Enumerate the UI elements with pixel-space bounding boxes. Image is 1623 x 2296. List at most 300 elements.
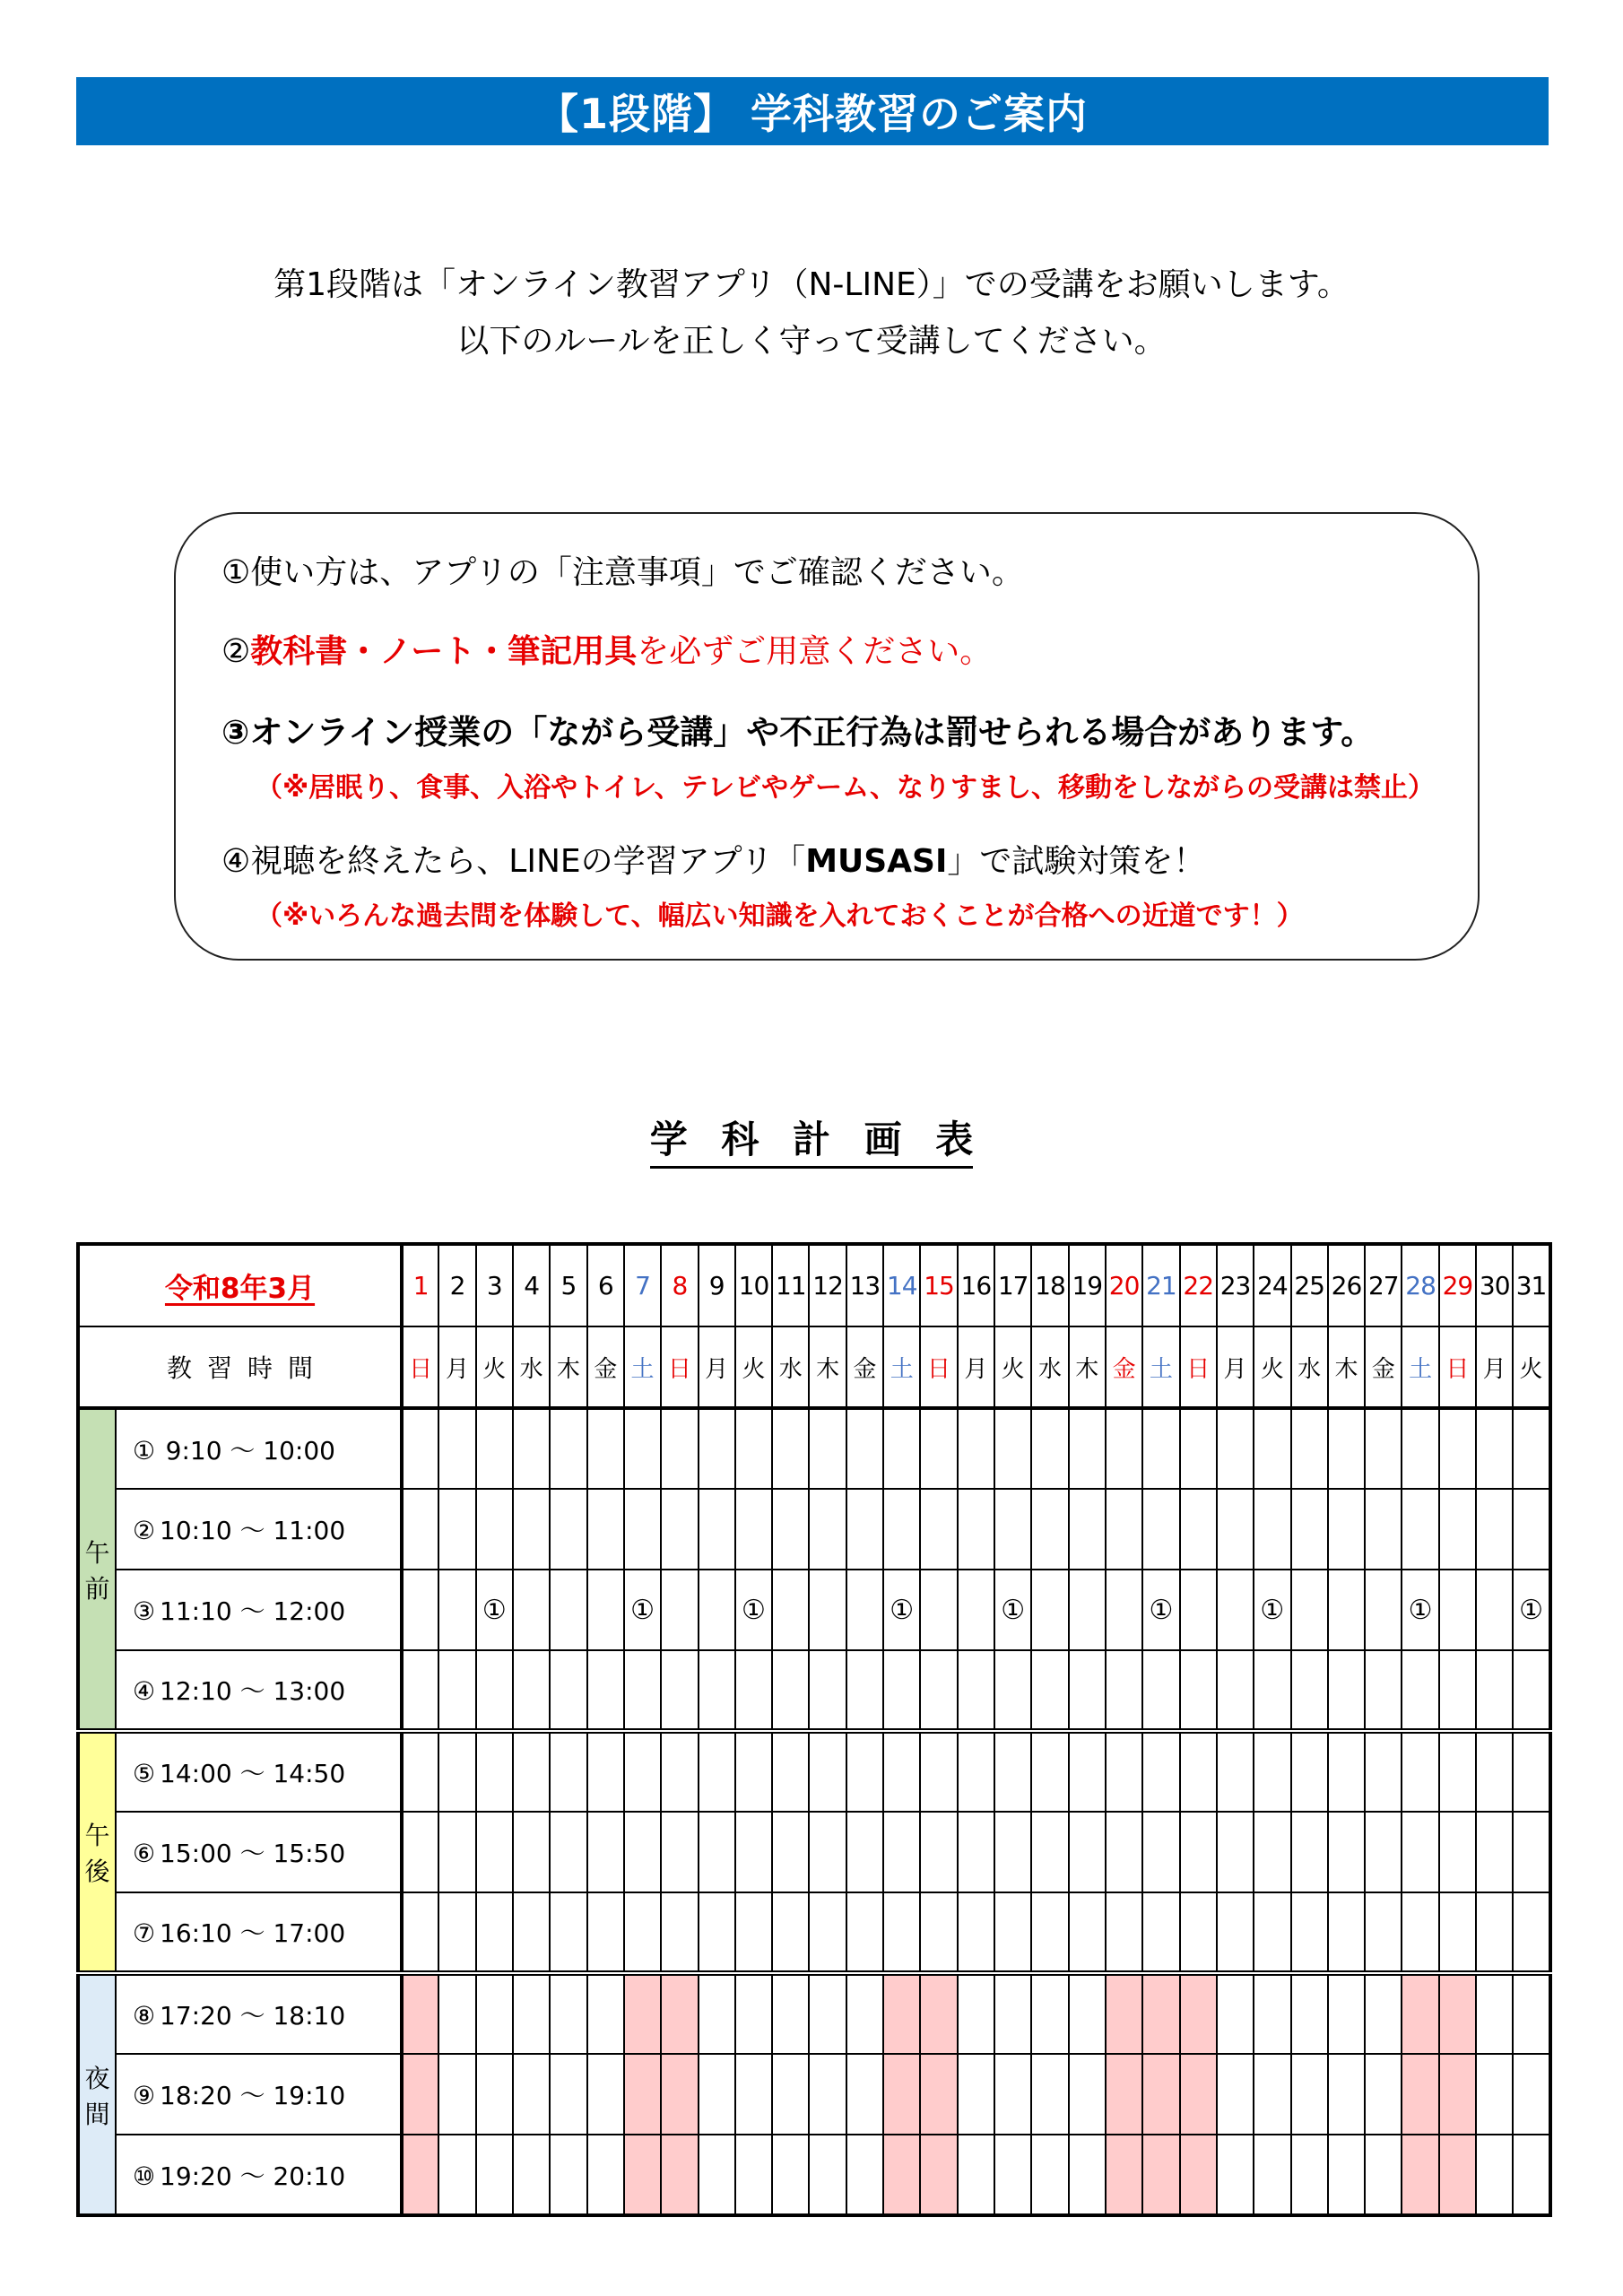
day-date-1: 1 — [402, 1244, 438, 1326]
schedule-cell — [587, 1650, 624, 1731]
schedule-cell — [1217, 1731, 1254, 1812]
schedule-cell — [772, 1650, 809, 1731]
schedule-cell — [1291, 1650, 1328, 1731]
schedule-cell — [1513, 1408, 1549, 1489]
schedule-cell — [1439, 1731, 1476, 1812]
schedule-cell — [958, 1973, 994, 2054]
schedule-cell — [735, 2135, 772, 2215]
schedule-cell-unavailable — [883, 2054, 920, 2135]
lesson-mark: ① — [1149, 1594, 1174, 1626]
schedule-cell — [1513, 2054, 1549, 2135]
period-label-bottom: 間 — [84, 2099, 110, 2129]
schedule-cell-unavailable — [1439, 2054, 1476, 2135]
rule-text: ③オンライン授業の「ながら受講」や不正行為は罰せられる場合があります。 — [221, 713, 1375, 752]
schedule-cell — [883, 1570, 920, 1650]
day-weekday-4: 水 — [513, 1326, 550, 1408]
day-date-30: 30 — [1476, 1244, 1513, 1326]
day-weekday-31: 火 — [1513, 1326, 1549, 1408]
schedule-cell — [1328, 1973, 1365, 2054]
schedule-cell — [1365, 1650, 1402, 1731]
schedule-cell — [1142, 1892, 1179, 1973]
schedule-cell — [624, 1650, 661, 1731]
time-slot-row — [78, 1489, 1550, 1570]
day-date-11: 11 — [772, 1244, 809, 1326]
time-slot-label — [116, 1892, 402, 1973]
schedule-cell — [513, 1973, 550, 2054]
rule-text: ①使い方は、アプリの「注意事項」でご確認ください。 — [221, 554, 1024, 591]
period-label-bottom: 後 — [84, 1857, 110, 1886]
period-label-text — [80, 1534, 115, 1605]
day-date-22: 22 — [1180, 1244, 1217, 1326]
time-slot-label — [116, 1570, 402, 1650]
schedule-cell — [1291, 1408, 1328, 1489]
time-slot-row — [78, 1650, 1550, 1731]
schedule-cell-unavailable — [1439, 2135, 1476, 2215]
schedule-cell-unavailable — [624, 1973, 661, 2054]
schedule-cell — [994, 1973, 1031, 2054]
schedule-cell — [624, 1812, 661, 1892]
schedule-cell — [1365, 1973, 1402, 2054]
time-header-cell — [78, 1326, 402, 1408]
time-slot-row — [78, 1731, 1550, 1812]
schedule-cell — [809, 1489, 846, 1570]
schedule-cell — [1217, 1812, 1254, 1892]
schedule-cell — [438, 1570, 475, 1650]
schedule-cell — [1106, 1650, 1142, 1731]
schedule-cell — [438, 1892, 475, 1973]
schedule-cell — [1180, 1570, 1217, 1650]
intro-line-2: 以下のルールを正しく守って受講してください。 — [456, 323, 1167, 360]
schedule-cell — [994, 1650, 1031, 1731]
day-date-3: 3 — [476, 1244, 513, 1326]
schedule-cell — [1031, 1892, 1068, 1973]
schedule-cell — [772, 1570, 809, 1650]
schedule-cell — [1106, 1892, 1142, 1973]
day-date-5: 5 — [550, 1244, 586, 1326]
schedule-cell-unavailable — [402, 1973, 438, 2054]
schedule-cell — [809, 2054, 846, 2135]
schedule-cell — [1106, 1489, 1142, 1570]
schedule-cell — [1513, 1892, 1549, 1973]
schedule-cell — [846, 2054, 883, 2135]
day-weekday-30: 月 — [1476, 1326, 1513, 1408]
schedule-cell — [1328, 1731, 1365, 1812]
period-label-bottom: 前 — [84, 1573, 110, 1604]
schedule-cell — [1439, 1570, 1476, 1650]
date-row — [78, 1244, 1550, 1326]
schedule-cell — [587, 1892, 624, 1973]
schedule-cell — [883, 1408, 920, 1489]
schedule-cell — [1142, 1570, 1179, 1650]
lesson-mark: ① — [1260, 1594, 1285, 1626]
schedule-cell — [735, 1570, 772, 1650]
day-weekday-14: 土 — [883, 1326, 920, 1408]
schedule-cell — [624, 1570, 661, 1650]
schedule-cell — [809, 1570, 846, 1650]
schedule-cell-unavailable — [661, 1973, 698, 2054]
schedule-cell — [624, 1408, 661, 1489]
schedule-cell — [1106, 1731, 1142, 1812]
day-weekday-13: 金 — [846, 1326, 883, 1408]
schedule-table — [76, 1242, 1552, 2217]
intro-text — [0, 257, 1623, 370]
schedule-cell — [1365, 1812, 1402, 1892]
time-slot-label — [116, 1973, 402, 2054]
day-date-31: 31 — [1513, 1244, 1549, 1326]
time-slot-row — [78, 1812, 1550, 1892]
schedule-cell — [1069, 1570, 1106, 1650]
schedule-cell — [1402, 1731, 1438, 1812]
schedule-cell — [1217, 2135, 1254, 2215]
schedule-cell — [1106, 1408, 1142, 1489]
time-slot-label — [116, 1731, 402, 1812]
schedule-cell — [1439, 1892, 1476, 1973]
schedule-cell — [1365, 1892, 1402, 1973]
schedule-cell — [883, 1812, 920, 1892]
schedule-cell — [1180, 1489, 1217, 1570]
schedule-cell-unavailable — [1142, 2135, 1179, 2215]
schedule-cell — [846, 1650, 883, 1731]
schedule-cell — [809, 1973, 846, 2054]
schedule-cell-unavailable — [920, 2054, 957, 2135]
schedule-cell — [958, 1489, 994, 1570]
schedule-cell — [513, 1731, 550, 1812]
time-slot-row — [78, 1408, 1550, 1489]
schedule-cell — [402, 1489, 438, 1570]
schedule-cell — [438, 1408, 475, 1489]
schedule-cell — [1217, 2054, 1254, 2135]
time-slot-label — [116, 1489, 402, 1570]
schedule-cell — [1402, 1812, 1438, 1892]
time-slot-label — [116, 2054, 402, 2135]
schedule-cell — [772, 1892, 809, 1973]
schedule-cell — [883, 1731, 920, 1812]
schedule-cell-unavailable — [920, 1973, 957, 2054]
schedule-cell — [1031, 1812, 1068, 1892]
lesson-mark: ① — [1519, 1594, 1543, 1626]
schedule-cell — [1476, 1973, 1513, 2054]
schedule-cell — [735, 1812, 772, 1892]
day-date-2: 2 — [438, 1244, 475, 1326]
schedule-cell — [772, 1731, 809, 1812]
rule-emphasis: 教科書・ノート・筆記用具 — [250, 633, 638, 670]
schedule-cell — [476, 1973, 513, 2054]
slot-number: ⑩ — [133, 2161, 156, 2191]
schedule-cell — [1069, 1731, 1106, 1812]
schedule-cell — [699, 1650, 735, 1731]
schedule-cell — [1031, 1570, 1068, 1650]
schedule-cell — [661, 1489, 698, 1570]
schedule-cell — [402, 1408, 438, 1489]
schedule-cell — [994, 1489, 1031, 1570]
schedule-cell — [624, 1731, 661, 1812]
schedule-cell — [1365, 1570, 1402, 1650]
lesson-mark: ① — [742, 1594, 766, 1626]
schedule-cell — [994, 2054, 1031, 2135]
day-weekday-12: 木 — [809, 1326, 846, 1408]
schedule-cell — [958, 1812, 994, 1892]
schedule-cell — [476, 1812, 513, 1892]
schedule-cell — [1031, 1731, 1068, 1812]
schedule-cell — [735, 1650, 772, 1731]
schedule-cell — [1513, 1812, 1549, 1892]
schedule-cell — [958, 1892, 994, 1973]
time-slot-row — [78, 1892, 1550, 1973]
schedule-cell — [735, 1973, 772, 2054]
slot-number: ② — [133, 1516, 156, 1545]
schedule-cell-unavailable — [1402, 1973, 1438, 2054]
period-label-morning — [78, 1408, 116, 1731]
slot-number: ④ — [133, 1676, 156, 1706]
schedule-cell — [402, 1892, 438, 1973]
schedule-cell — [1476, 1892, 1513, 1973]
schedule-cell — [1254, 1489, 1290, 1570]
schedule-cell — [699, 2135, 735, 2215]
day-date-9: 9 — [699, 1244, 735, 1326]
schedule-cell — [1069, 2054, 1106, 2135]
schedule-cell-unavailable — [1180, 1973, 1217, 2054]
schedule-cell — [1069, 1650, 1106, 1731]
schedule-cell — [1069, 1973, 1106, 2054]
month-cell — [78, 1244, 402, 1326]
schedule-cell — [587, 2135, 624, 2215]
schedule-cell — [846, 1731, 883, 1812]
schedule-cell — [661, 1650, 698, 1731]
app-name-emphasis: MUSASI — [805, 843, 948, 880]
schedule-cell — [994, 1731, 1031, 1812]
time-slot-row — [78, 1570, 1550, 1650]
schedule-cell — [809, 1650, 846, 1731]
schedule-cell — [1365, 1408, 1402, 1489]
schedule-cell-unavailable — [1142, 1973, 1179, 2054]
time-slot-label — [116, 1812, 402, 1892]
schedule-cell — [920, 1408, 957, 1489]
schedule-cell — [1254, 1973, 1290, 2054]
day-date-8: 8 — [661, 1244, 698, 1326]
schedule-cell — [1476, 1570, 1513, 1650]
schedule-cell — [550, 2135, 586, 2215]
slot-time-range: 15:00 ～ 15:50 — [160, 1839, 346, 1868]
day-weekday-16: 月 — [958, 1326, 994, 1408]
day-weekday-15: 日 — [920, 1326, 957, 1408]
schedule-cell — [587, 1489, 624, 1570]
schedule-cell — [1069, 2135, 1106, 2215]
schedule-cell — [1328, 1489, 1365, 1570]
time-slot-row — [78, 2054, 1550, 2135]
schedule-cell — [513, 1892, 550, 1973]
day-date-12: 12 — [809, 1244, 846, 1326]
day-weekday-2: 月 — [438, 1326, 475, 1408]
schedule-cell — [772, 2054, 809, 2135]
schedule-cell — [1254, 2135, 1290, 2215]
schedule-cell-unavailable — [1180, 2054, 1217, 2135]
rule-text: を必ずご用意ください。 — [637, 633, 993, 670]
schedule-cell — [920, 1731, 957, 1812]
schedule-cell — [1217, 1650, 1254, 1731]
day-date-20: 20 — [1106, 1244, 1142, 1326]
period-label-evening — [78, 1973, 116, 2215]
day-weekday-29: 日 — [1439, 1326, 1476, 1408]
day-date-27: 27 — [1365, 1244, 1402, 1326]
rules-box — [174, 512, 1480, 961]
schedule-cell — [1291, 1489, 1328, 1570]
schedule-cell — [1254, 1812, 1290, 1892]
schedule-cell — [809, 1812, 846, 1892]
period-label-top: 夜 — [84, 2063, 110, 2093]
schedule-cell — [699, 1489, 735, 1570]
time-slot-label — [116, 1650, 402, 1731]
schedule-cell — [402, 1570, 438, 1650]
schedule-cell-unavailable — [1106, 1973, 1142, 2054]
day-date-6: 6 — [587, 1244, 624, 1326]
day-weekday-20: 金 — [1106, 1326, 1142, 1408]
schedule-cell-unavailable — [624, 2135, 661, 2215]
day-date-21: 21 — [1142, 1244, 1179, 1326]
schedule-cell — [1069, 1892, 1106, 1973]
intro-line-1: 第1段階は「オンライン教習アプリ（N-LINE）」での受講をお願いします。 — [273, 266, 1350, 303]
schedule-cell — [1328, 1408, 1365, 1489]
schedule-cell — [1142, 1812, 1179, 1892]
schedule-cell — [809, 1731, 846, 1812]
day-date-13: 13 — [846, 1244, 883, 1326]
slot-time-range: 17:20 ～ 18:10 — [160, 2001, 346, 2031]
schedule-cell — [438, 2054, 475, 2135]
schedule-cell — [550, 1973, 586, 2054]
lesson-mark: ① — [630, 1594, 655, 1626]
day-weekday-19: 木 — [1069, 1326, 1106, 1408]
schedule-cell — [587, 1973, 624, 2054]
day-date-7: 7 — [624, 1244, 661, 1326]
schedule-cell — [1291, 1731, 1328, 1812]
schedule-cell — [846, 1973, 883, 2054]
schedule-cell — [476, 1408, 513, 1489]
schedule-cell — [1291, 1570, 1328, 1650]
slot-number: ⑤ — [133, 1759, 156, 1788]
schedule-cell — [1439, 1408, 1476, 1489]
rule-item-3 — [221, 710, 1374, 755]
schedule-cell — [438, 2135, 475, 2215]
schedule-cell — [1254, 1650, 1290, 1731]
rule-text: 」で試験対策を！ — [947, 843, 1206, 880]
day-date-14: 14 — [883, 1244, 920, 1326]
day-weekday-26: 木 — [1328, 1326, 1365, 1408]
day-weekday-7: 土 — [624, 1326, 661, 1408]
time-slot-label — [116, 1408, 402, 1489]
schedule-cell — [1217, 1892, 1254, 1973]
day-weekday-10: 火 — [735, 1326, 772, 1408]
schedule-cell — [883, 1489, 920, 1570]
schedule-cell — [1291, 2135, 1328, 2215]
schedule-cell — [772, 1489, 809, 1570]
schedule-cell — [438, 1812, 475, 1892]
day-weekday-18: 水 — [1031, 1326, 1068, 1408]
period-label-top: 午 — [84, 1821, 110, 1850]
schedule-cell — [1402, 1489, 1438, 1570]
schedule-cell — [661, 1812, 698, 1892]
schedule-cell — [920, 1489, 957, 1570]
schedule-cell-unavailable — [1402, 2054, 1438, 2135]
slot-number: ⑧ — [133, 2001, 156, 2031]
schedule-cell — [513, 1650, 550, 1731]
lesson-mark: ① — [890, 1594, 915, 1626]
schedule-cell — [438, 1731, 475, 1812]
page-header-banner — [76, 77, 1549, 145]
day-weekday-21: 土 — [1142, 1326, 1179, 1408]
schedule-cell — [1476, 1812, 1513, 1892]
schedule-cell — [1439, 1812, 1476, 1892]
rule-number: ② — [221, 633, 251, 670]
schedule-cell — [994, 1570, 1031, 1650]
schedule-cell — [994, 1812, 1031, 1892]
day-date-10: 10 — [735, 1244, 772, 1326]
slot-time-range: 9:10 ～ 10:00 — [165, 1435, 335, 1465]
day-weekday-6: 金 — [587, 1326, 624, 1408]
schedule-cell — [1365, 1489, 1402, 1570]
schedule-cell — [772, 2135, 809, 2215]
schedule-cell — [1328, 1892, 1365, 1973]
day-date-15: 15 — [920, 1244, 957, 1326]
weekday-row — [78, 1326, 1550, 1408]
schedule-cell — [699, 1892, 735, 1973]
schedule-cell — [1476, 1650, 1513, 1731]
schedule-cell — [476, 2054, 513, 2135]
time-header: 教習時間 — [167, 1353, 329, 1383]
schedule-cell — [1254, 2054, 1290, 2135]
schedule-cell — [402, 1731, 438, 1812]
day-weekday-5: 木 — [550, 1326, 586, 1408]
schedule-cell — [513, 1812, 550, 1892]
schedule-cell — [735, 2054, 772, 2135]
schedule-cell — [994, 1408, 1031, 1489]
schedule-cell — [1476, 2054, 1513, 2135]
schedule-cell — [958, 1650, 994, 1731]
schedule-cell — [920, 1892, 957, 1973]
day-weekday-9: 月 — [699, 1326, 735, 1408]
day-weekday-24: 火 — [1254, 1326, 1290, 1408]
schedule-cell — [1142, 1408, 1179, 1489]
schedule-cell — [513, 2054, 550, 2135]
schedule-cell-unavailable — [883, 1973, 920, 2054]
schedule-cell — [624, 1489, 661, 1570]
day-weekday-3: 火 — [476, 1326, 513, 1408]
schedule-cell — [1402, 1570, 1438, 1650]
schedule-cell-unavailable — [402, 2135, 438, 2215]
day-date-28: 28 — [1402, 1244, 1438, 1326]
schedule-cell — [624, 1892, 661, 1973]
schedule-cell — [476, 2135, 513, 2215]
day-weekday-1: 日 — [402, 1326, 438, 1408]
schedule-cell — [994, 1892, 1031, 1973]
schedule-cell — [661, 1892, 698, 1973]
schedule-cell — [1328, 1570, 1365, 1650]
schedule-cell — [1031, 1408, 1068, 1489]
schedule-cell — [587, 1731, 624, 1812]
schedule-cell — [846, 1489, 883, 1570]
day-date-18: 18 — [1031, 1244, 1068, 1326]
schedule-cell — [1513, 1489, 1549, 1570]
schedule-cell — [1180, 1650, 1217, 1731]
slot-time-range: 18:20 ～ 19:10 — [160, 2081, 346, 2110]
schedule-cell — [587, 1408, 624, 1489]
schedule-cell — [1031, 1650, 1068, 1731]
day-weekday-8: 日 — [661, 1326, 698, 1408]
schedule-cell — [846, 1892, 883, 1973]
schedule-cell — [550, 1570, 586, 1650]
day-date-24: 24 — [1254, 1244, 1290, 1326]
schedule-cell-unavailable — [402, 2054, 438, 2135]
schedule-cell — [1291, 2054, 1328, 2135]
schedule-cell — [476, 1570, 513, 1650]
